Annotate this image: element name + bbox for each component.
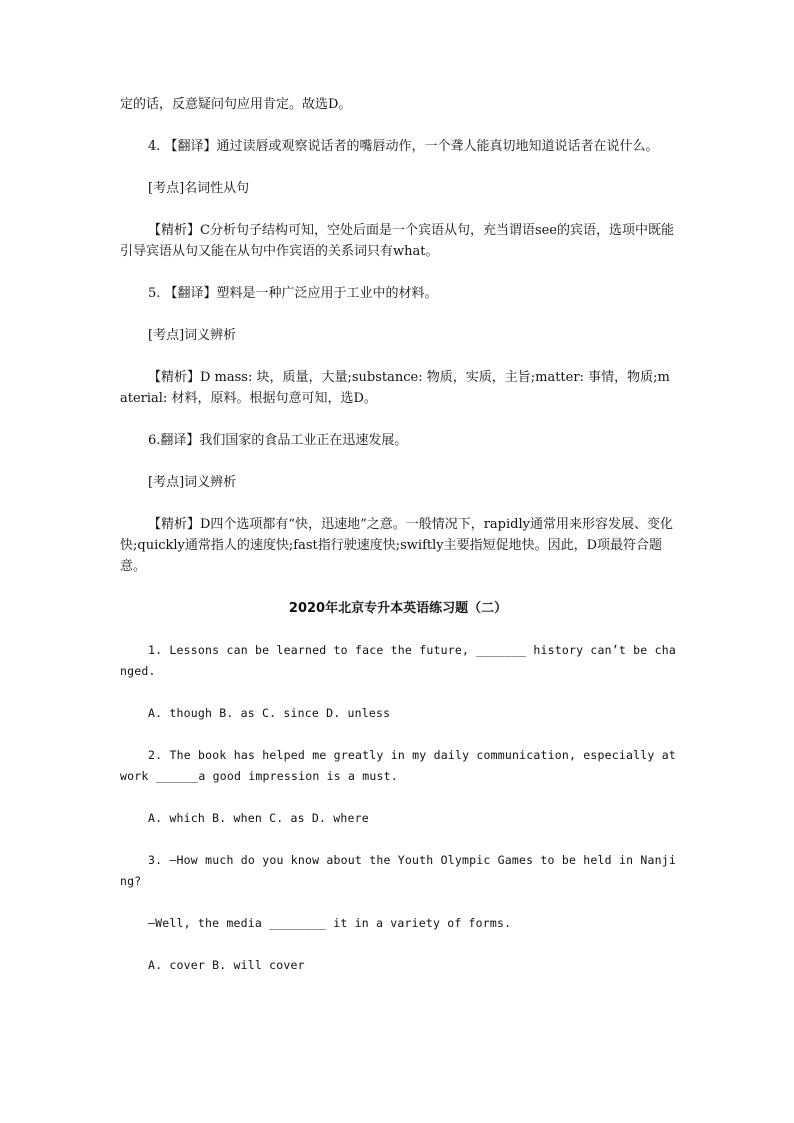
- paragraph-answer-3-end: 定的话，反意疑问句应用肯定。故选D。: [120, 97, 352, 112]
- question-2-options: A. which B. when C. as D. where: [148, 811, 369, 825]
- document-body: [120, 94, 676, 997]
- question-3-stem: 3. —How much do you know about the Youth Olympic Games to be held in Nanjing?: [120, 853, 676, 888]
- section-title: 2020年北京专升本英语练习题（二）: [288, 601, 508, 616]
- paragraph-translation-6: 6.翻译】我们国家的食品工业正在迅速发展。: [148, 433, 408, 448]
- paragraph-analysis-6: 【精析】D四个选项都有“快，迅速地”之意。一般情况下，rapidly通常用来形容发展、变化快;quickly通常指人的速度快;fast指行驶速度快;swiftly主要指短促地快。因此，D项最符合题意。: [120, 517, 673, 574]
- question-1-stem: 1. Lessons can be learned to face the future, _______ history can’t be changed.: [120, 643, 676, 678]
- paragraph-analysis-5: 【精析】D mass: 块，质量，大量;substance: 物质，实质，主旨;matter: 事情，物质;material: 材料，原料。根据句意可知，选D。: [120, 370, 670, 406]
- paragraph-analysis-4: 【精析】C分析句子结构可知，空处后面是一个宾语从句，充当谓语see的宾语，选项中既能引导宾语从句又能在从句中作宾语的关系词只有what。: [120, 223, 675, 259]
- paragraph-translation-5: 5. 【翻译】塑料是一种广泛应用于工业中的材料。: [148, 286, 438, 301]
- question-1-options: A. though B. as C. since D. unless: [148, 706, 391, 720]
- paragraph-translation-4: 4. 【翻译】通过读唇或观察说话者的嘴唇动作，一个聋人能真切地知道说话者在说什么。: [148, 139, 659, 154]
- paragraph-testpoint-6: [考点]词义辨析: [148, 475, 237, 490]
- paragraph-testpoint-5: [考点]词义辨析: [148, 328, 237, 343]
- question-2-stem: 2. The book has helped me greatly in my daily communication, especially at work ______a good impression is a must.: [120, 748, 676, 783]
- paragraph-testpoint-4: [考点]名词性从句: [148, 181, 250, 196]
- question-3-options: A. cover B. will cover: [148, 958, 305, 972]
- question-3-reply: —Well, the media ________ it in a variety of forms.: [148, 916, 512, 930]
